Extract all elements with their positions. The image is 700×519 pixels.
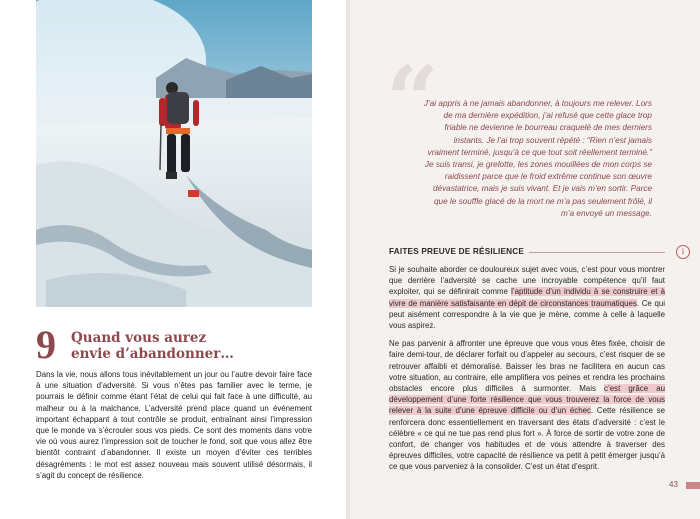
section-body bbox=[389, 264, 665, 480]
paragraph-2-highlight: c’est grâce au développement d’une forte résilience que vous trouverez la force de vous relever à la suite d’une épreuve difficile ou d’un échec bbox=[389, 384, 666, 416]
paragraph-1-highlight: l’aptitude d’un individu à se construire et à vivre de manière satisfaisante en dépit de circonstances traumatiques bbox=[389, 287, 665, 308]
page-tab-marker bbox=[686, 482, 700, 489]
chapter-title bbox=[71, 330, 311, 362]
paragraph-1-text-end: . Ce qui peut aisément correspondre à la vie que je mène, comme à celle à laquelle vous aspirez. bbox=[389, 298, 665, 331]
paragraph-2-text-end: . Cette résilience se renforcera donc essentiellement en traversant des états d’adversité : c’est le célèbre « ce qui ne tue pas rend plus fort ». À force de sortir de votre zone de confort, de changer vos habitudes et de vous attendre à traverser des épreuves difficiles, votre capacité de résilience va petit à petit émerger jusqu’à ce que vous parveniez à la consolider. C’est un état d’esprit. bbox=[389, 406, 665, 472]
paragraph-1 bbox=[389, 264, 665, 331]
paragraph-1-text-start: Si je souhaite aborder ce douloureux sujet avec vous, c’est pour vous montrer que derrière l’adversité se cache une incroyable compétence qu’il faut exploiter, qui se définirait comme bbox=[389, 265, 665, 297]
chapter-title-line1: Quand vous aurez bbox=[71, 330, 207, 346]
page-number: 43 bbox=[669, 480, 678, 489]
info-icon: i bbox=[676, 245, 690, 259]
chapter-intro-text: Dans la vie, nous allons tous inévitablement un jour ou l’autre devoir faire face à une situation d’adversité. Si vous n’êtes pas familier avec le terme, je pourrais le définir comme étant l’état de celui qui fait face à une difficulté, au malheur ou à la malchance. L’adversité prend place quand un événement important échappant à tout contrôle se produit, entraînant ainsi l’impression que le monde va s’écrouler sous vos pieds. Ce sont des moments dans votre vie où vous aurez l’impression soit de toucher le fond, soit que vous allez être bientôt contraint d’abandonner. Il existe un moyen d’éviter ces terribles désagréments : le mot est assez nouveau mais souvent utilisé désormais, il s’agit du concept de résilience. bbox=[36, 370, 312, 480]
section-header bbox=[389, 246, 689, 260]
section-divider bbox=[529, 252, 665, 253]
section-title: FAITES PREUVE DE RÉSILIENCE bbox=[389, 247, 525, 256]
chapter-number: 9 bbox=[36, 322, 56, 367]
paragraph-2-text-start: Ne pas parvenir à affronter une épreuve que vous vous êtes fixée, choisir de faire demi-tour, de déclarer forfait ou d’appeler au secours, c’est risquer de se retrouver affaibli et démoralisé. Baisser les bras ne facilitera en aucun cas votre situation, au contraire, elle amplifiera vos peines et rendra les prochains obstacles encore plus difficiles à surmonter. Mais bbox=[389, 339, 665, 394]
pull-quote: J’ai appris à ne jamais abandonner, à toujours me relever. Lors de ma dernière expédition, j’ai refusé que cette glace trop friable ne devienne le bourreau craquelé de mes derniers instants. Je l’ai trop souvent répété : “Rien n’est jamais vraiment terminé, jusqu’à ce que tout soit réellement terminé.” Je suis transi, je grelotte, les zones mouillées de mon corps se raidissent parce que le froid extrême continue son œuvre dévastatrice, mais je suis vivant. Et je vais m’en sortir. Parce que le souffle glacé de la mort ne m’a pas seulement frôlé, il m’a envoyé un message. bbox=[423, 99, 652, 218]
chapter-title-line2: envie d’abandonner… bbox=[71, 346, 234, 362]
quotation-mark-icon: “ bbox=[386, 46, 439, 154]
mountaineer-photo bbox=[36, 0, 312, 307]
paragraph-2 bbox=[389, 338, 665, 472]
